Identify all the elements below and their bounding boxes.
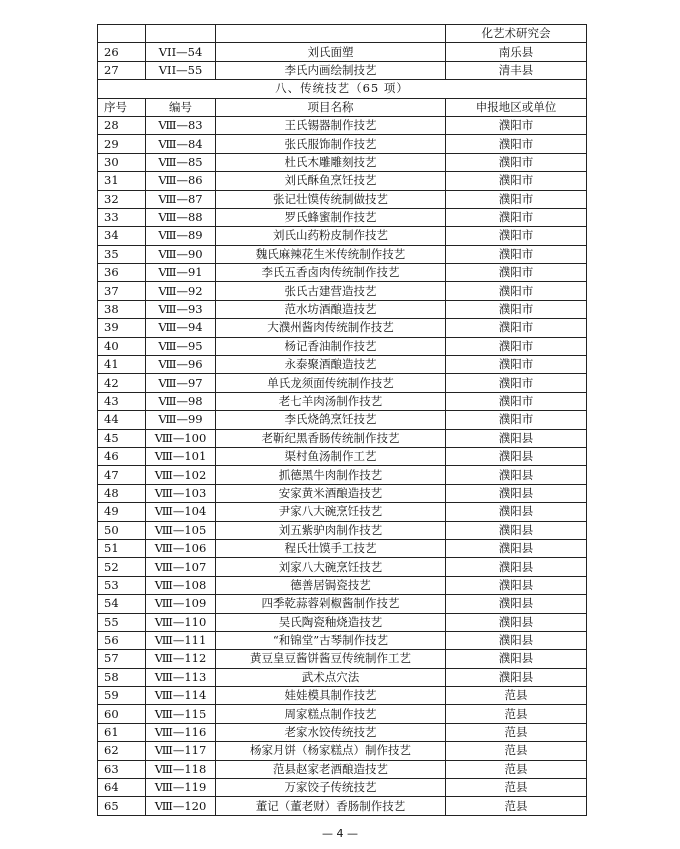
cell-region: 濮阳县 [446, 447, 587, 465]
table-row [98, 319, 587, 337]
cell-number: 60 [98, 705, 146, 723]
cell-region: 范县 [446, 687, 587, 705]
cell-number: 44 [98, 411, 146, 429]
cell-region: 范县 [446, 742, 587, 760]
cell-code: Ⅷ—106 [146, 539, 216, 557]
table-row [98, 25, 587, 43]
cell-name: 罗氏蜂蜜制作技艺 [216, 208, 446, 226]
cell-name: 四季乾蒜蓉剁椒酱制作技艺 [216, 595, 446, 613]
cell-number: 32 [98, 190, 146, 208]
cell-name: 李氏五香卤肉传统制作技艺 [216, 264, 446, 282]
cell-code: Ⅷ—114 [146, 687, 216, 705]
cell-code: Ⅷ—93 [146, 300, 216, 318]
cell-name: 程氏壮馍手工技艺 [216, 539, 446, 557]
cell-code: Ⅷ—113 [146, 668, 216, 686]
table-row [98, 135, 587, 153]
cell-code: Ⅷ—98 [146, 392, 216, 410]
cell-region: 濮阳市 [446, 172, 587, 190]
cell-number: 41 [98, 356, 146, 374]
table-row [98, 687, 587, 705]
table-row [98, 172, 587, 190]
table-row [98, 337, 587, 355]
cell-code: Ⅷ—105 [146, 521, 216, 539]
cell-number: 64 [98, 779, 146, 797]
cell-region: 濮阳县 [446, 429, 587, 447]
cell-region: 范县 [446, 705, 587, 723]
table-row [98, 668, 587, 686]
cell-region: 濮阳市 [446, 135, 587, 153]
table-row [98, 576, 587, 594]
table-row [98, 760, 587, 778]
table-row [98, 153, 587, 171]
cell-number: 61 [98, 723, 146, 741]
cell-code: Ⅷ—111 [146, 631, 216, 649]
table-row [98, 429, 587, 447]
cell-code: Ⅷ—112 [146, 650, 216, 668]
cell-region: 濮阳市 [446, 208, 587, 226]
cell-number: 39 [98, 319, 146, 337]
table-row [98, 411, 587, 429]
cell-number: 45 [98, 429, 146, 447]
cell-code: Ⅷ—87 [146, 190, 216, 208]
table-row [98, 264, 587, 282]
cell-code: Ⅷ—96 [146, 356, 216, 374]
cell-code: Ⅷ—107 [146, 558, 216, 576]
cell-region: 濮阳县 [446, 595, 587, 613]
table-row [98, 650, 587, 668]
table-row [98, 521, 587, 539]
cell-name: 武术点穴法 [216, 668, 446, 686]
cell-code: Ⅷ—91 [146, 264, 216, 282]
table-row [98, 245, 587, 263]
cell-name: 娃娃模具制作技艺 [216, 687, 446, 705]
cell-region: 濮阳市 [446, 153, 587, 171]
cell-name: “和锦堂”古琴制作技艺 [216, 631, 446, 649]
table-row [98, 742, 587, 760]
cell-region: 濮阳县 [446, 521, 587, 539]
table-row [98, 779, 587, 797]
cell-code: Ⅷ—102 [146, 466, 216, 484]
table-row [98, 631, 587, 649]
cell-number: 51 [98, 539, 146, 557]
cell-region: 范县 [446, 760, 587, 778]
cell-name: 安家黄米酒酿造技艺 [216, 484, 446, 502]
cell-number: 37 [98, 282, 146, 300]
section-row [98, 80, 587, 98]
cell-region: 濮阳市 [446, 282, 587, 300]
header-row [98, 98, 587, 116]
cell-code: Ⅷ—97 [146, 374, 216, 392]
cell-region: 濮阳县 [446, 631, 587, 649]
cell-region: 化艺术研究会 [446, 25, 587, 43]
table-row [98, 447, 587, 465]
cell-name: 黄豆皇豆酱饼酱豆传统制作工艺 [216, 650, 446, 668]
cell-region: 濮阳市 [446, 411, 587, 429]
cell-code: Ⅷ—115 [146, 705, 216, 723]
cell-code: Ⅷ—84 [146, 135, 216, 153]
table-row [98, 723, 587, 741]
cell-number: 52 [98, 558, 146, 576]
cell-name: 抓德黑牛肉制作技艺 [216, 466, 446, 484]
cell-name: 刘五紫驴肉制作技艺 [216, 521, 446, 539]
header-code: 编号 [146, 98, 216, 116]
table-body [98, 25, 587, 816]
table-row [98, 190, 587, 208]
cell-number: 27 [98, 61, 146, 79]
cell-name: 永泰聚酒酿造技艺 [216, 356, 446, 374]
cell-code: Ⅷ—101 [146, 447, 216, 465]
cell-region: 濮阳市 [446, 300, 587, 318]
cell-region: 濮阳市 [446, 264, 587, 282]
table-row [98, 466, 587, 484]
table-row [98, 558, 587, 576]
table-row [98, 705, 587, 723]
cell-code: Ⅷ—119 [146, 779, 216, 797]
cell-number: 42 [98, 374, 146, 392]
cell-name: 刘家八大碗烹饪技艺 [216, 558, 446, 576]
cell-code: Ⅷ—89 [146, 227, 216, 245]
cell-code: Ⅷ—120 [146, 797, 216, 815]
cell-name: 万家饺子传统技艺 [216, 779, 446, 797]
cell-name: 张氏服饰制作技艺 [216, 135, 446, 153]
table-row [98, 227, 587, 245]
cell-code: Ⅷ—110 [146, 613, 216, 631]
cell-code: Ⅷ—100 [146, 429, 216, 447]
cell-name: 张记壮馍传统制做技艺 [216, 190, 446, 208]
cell-region: 范县 [446, 797, 587, 815]
cell-region: 范县 [446, 723, 587, 741]
cell-code: VII—55 [146, 61, 216, 79]
cell-region: 濮阳市 [446, 392, 587, 410]
cell-number: 56 [98, 631, 146, 649]
table-row [98, 595, 587, 613]
cell-region: 濮阳县 [446, 539, 587, 557]
cell-number: 35 [98, 245, 146, 263]
cell-name: 尹家八大碗烹饪技艺 [216, 503, 446, 521]
cell-code: Ⅷ—103 [146, 484, 216, 502]
cell-name: 渠村鱼汤制作工艺 [216, 447, 446, 465]
cell-code: Ⅷ—118 [146, 760, 216, 778]
cell-name: 魏氏麻辣花生米传统制作技艺 [216, 245, 446, 263]
cell-name: 李氏烧鸽烹饪技艺 [216, 411, 446, 429]
page-number: — 4 — [322, 827, 358, 840]
cell-number: 57 [98, 650, 146, 668]
cell-name: 单氏龙须面传统制作技艺 [216, 374, 446, 392]
cell-region: 濮阳市 [446, 356, 587, 374]
table-row [98, 797, 587, 815]
cell-number: 28 [98, 116, 146, 134]
table-row [98, 484, 587, 502]
cell-region: 清丰县 [446, 61, 587, 79]
cell-name: 刘氏面塑 [216, 43, 446, 61]
cell-code: Ⅷ—83 [146, 116, 216, 134]
cell-number: 26 [98, 43, 146, 61]
cell-name: 德善居锔瓷技艺 [216, 576, 446, 594]
cell-name: 董记（董老财）香肠制作技艺 [216, 797, 446, 815]
cell-number: 63 [98, 760, 146, 778]
header-name: 项目名称 [216, 98, 446, 116]
cell-code: Ⅷ—86 [146, 172, 216, 190]
cell-number [98, 25, 146, 43]
cell-code: Ⅷ—108 [146, 576, 216, 594]
cell-region: 范县 [446, 779, 587, 797]
cell-code: Ⅷ—117 [146, 742, 216, 760]
cell-name: 刘氏山药粉皮制作技艺 [216, 227, 446, 245]
table-row [98, 116, 587, 134]
cell-name [216, 25, 446, 43]
cell-region: 濮阳市 [446, 116, 587, 134]
cell-region: 南乐县 [446, 43, 587, 61]
cell-name: 老靳纪黑香肠传统制作技艺 [216, 429, 446, 447]
table-row [98, 392, 587, 410]
cell-number: 30 [98, 153, 146, 171]
cell-name: 杨记香油制作技艺 [216, 337, 446, 355]
cell-region: 濮阳市 [446, 374, 587, 392]
cell-number: 34 [98, 227, 146, 245]
cell-number: 58 [98, 668, 146, 686]
cell-code: Ⅷ—109 [146, 595, 216, 613]
cell-number: 48 [98, 484, 146, 502]
cell-name: 李氏内画绘制技艺 [216, 61, 446, 79]
cell-number: 47 [98, 466, 146, 484]
cell-name: 吴氏陶瓷釉烧造技艺 [216, 613, 446, 631]
cell-number: 31 [98, 172, 146, 190]
section-title: 八、传统技艺（65 项） [98, 80, 587, 98]
header-number: 序号 [98, 98, 146, 116]
cell-number: 46 [98, 447, 146, 465]
header-region: 申报地区或单位 [446, 98, 587, 116]
cell-code: Ⅷ—92 [146, 282, 216, 300]
table-row [98, 356, 587, 374]
cell-number: 53 [98, 576, 146, 594]
cell-number: 50 [98, 521, 146, 539]
cell-name: 王氏锡器制作技艺 [216, 116, 446, 134]
cell-name: 杜氏木雕雕刻技艺 [216, 153, 446, 171]
cell-name: 老七羊肉汤制作技艺 [216, 392, 446, 410]
cell-name: 刘氏酥鱼烹饪技艺 [216, 172, 446, 190]
cell-region: 濮阳县 [446, 668, 587, 686]
cell-name: 杨家月饼（杨家糕点）制作技艺 [216, 742, 446, 760]
cell-number: 40 [98, 337, 146, 355]
cell-code: Ⅷ—116 [146, 723, 216, 741]
cell-region: 濮阳县 [446, 558, 587, 576]
cell-code: Ⅷ—94 [146, 319, 216, 337]
table-row [98, 208, 587, 226]
cell-number: 43 [98, 392, 146, 410]
cell-number: 55 [98, 613, 146, 631]
cell-code: Ⅷ—90 [146, 245, 216, 263]
cell-number: 65 [98, 797, 146, 815]
table-row [98, 61, 587, 79]
cell-code: Ⅷ—104 [146, 503, 216, 521]
table-row [98, 43, 587, 61]
cell-region: 濮阳县 [446, 613, 587, 631]
cell-region: 濮阳市 [446, 227, 587, 245]
cell-number: 62 [98, 742, 146, 760]
cell-name: 老家水饺传统技艺 [216, 723, 446, 741]
cell-region: 濮阳市 [446, 190, 587, 208]
table-row [98, 503, 587, 521]
cell-region: 濮阳县 [446, 576, 587, 594]
cell-region: 濮阳县 [446, 503, 587, 521]
table-row [98, 300, 587, 318]
cell-name: 范水坊酒酿造技艺 [216, 300, 446, 318]
cell-number: 33 [98, 208, 146, 226]
cell-name: 范县赵家老酒酿造技艺 [216, 760, 446, 778]
cell-region: 濮阳市 [446, 337, 587, 355]
cell-name: 张氏古建营造技艺 [216, 282, 446, 300]
cell-code: Ⅷ—99 [146, 411, 216, 429]
table-row [98, 282, 587, 300]
table-row [98, 539, 587, 557]
cell-number: 54 [98, 595, 146, 613]
cell-number: 49 [98, 503, 146, 521]
cell-region: 濮阳县 [446, 650, 587, 668]
cell-name: 周家糕点制作技艺 [216, 705, 446, 723]
cell-number: 38 [98, 300, 146, 318]
cell-code: VII—54 [146, 43, 216, 61]
cell-code: Ⅷ—95 [146, 337, 216, 355]
cell-number: 36 [98, 264, 146, 282]
cell-region: 濮阳县 [446, 466, 587, 484]
cell-region: 濮阳市 [446, 245, 587, 263]
cell-region: 濮阳县 [446, 484, 587, 502]
cell-number: 29 [98, 135, 146, 153]
cell-code [146, 25, 216, 43]
heritage-list-table [97, 24, 587, 816]
cell-code: Ⅷ—85 [146, 153, 216, 171]
cell-number: 59 [98, 687, 146, 705]
cell-code: Ⅷ—88 [146, 208, 216, 226]
table-row [98, 613, 587, 631]
table-row [98, 374, 587, 392]
cell-region: 濮阳市 [446, 319, 587, 337]
cell-name: 大濮州酱肉传统制作技艺 [216, 319, 446, 337]
